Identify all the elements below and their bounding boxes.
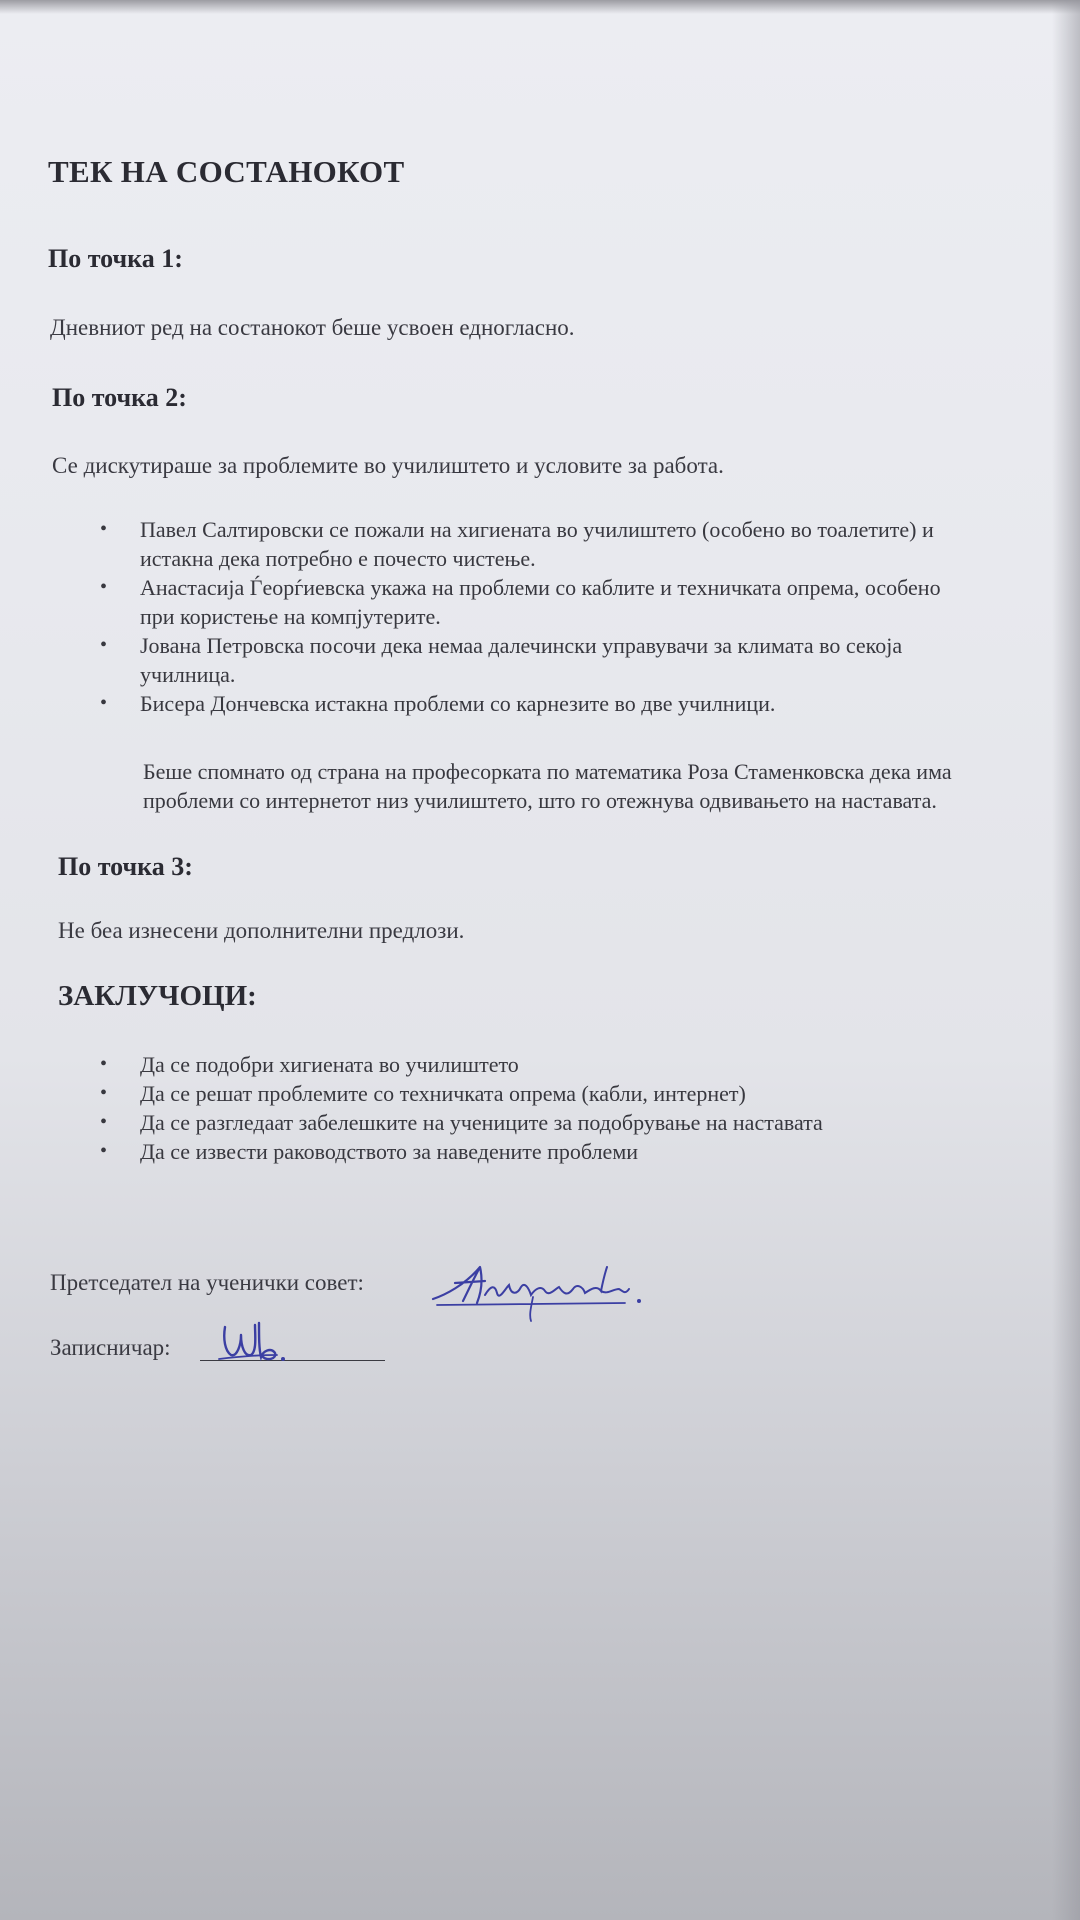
bullet-icon: • <box>100 1111 108 1133</box>
list-item <box>100 1079 1075 1108</box>
bullet-text-line1: Јована Петровска посочи дека немаа далечински управувачи за климата во секоја <box>140 633 903 658</box>
list-item <box>100 515 1075 573</box>
section3-text: Не беа изнесени дополнителни предлози. <box>58 918 465 943</box>
section2-note <box>143 757 1073 815</box>
section2-heading: По точка 2: <box>52 383 187 412</box>
bullet-text-line2: при користење на компјутерите. <box>140 604 441 629</box>
list-item <box>100 1108 1075 1137</box>
conclusion-text: Да се извести раководството за наведените проблеми <box>140 1139 639 1164</box>
bullet-icon: • <box>100 692 108 714</box>
conclusions-list <box>100 1050 1075 1166</box>
list-item <box>100 689 1075 718</box>
list-item <box>100 573 1075 631</box>
bullet-text-line2: училница. <box>140 662 236 687</box>
note-line2: проблеми со интернетот низ училиштето, што го отежнува одвивањето на наставата. <box>143 788 937 813</box>
bullet-icon: • <box>100 1140 108 1162</box>
bullet-text-line2: истакна дека потребно е почесто чистење. <box>140 546 536 571</box>
bullet-text-line1: Павел Салтировски се пожали на хигиената во училиштето (особено во тоалетите) и <box>140 517 934 542</box>
section2-bullet-list <box>100 515 1075 718</box>
conclusion-text: Да се разгледаат забелешките на учениците за подобрување на наставата <box>140 1110 823 1135</box>
conclusions-heading: ЗАКЛУЧОЦИ: <box>58 980 257 1012</box>
bullet-text-line1: Анастасија Ѓеорѓиевска укажа на проблеми со каблите и техничката опрема, особено <box>140 575 941 600</box>
bullet-text-line1: Бисера Дончевска истакна проблеми со карнезите во две училници. <box>140 691 776 716</box>
list-item <box>100 631 1075 689</box>
president-signature-label: Претседател на ученички совет: <box>50 1270 364 1295</box>
bullet-icon: • <box>100 1053 108 1075</box>
recorder-signature <box>215 1315 290 1370</box>
bullet-icon: • <box>100 576 108 598</box>
list-item <box>100 1137 1075 1166</box>
note-line1: Беше спомнато од страна на професорката по математика Роза Стаменковска дека има <box>143 759 952 784</box>
bullet-icon: • <box>100 518 108 540</box>
recorder-signature-label: Записничар: <box>50 1335 171 1360</box>
list-item <box>100 1050 1075 1079</box>
president-signature <box>425 1245 650 1325</box>
section2-text: Се дискутираше за проблемите во училиштето и условите за работа. <box>52 453 724 478</box>
section3-heading: По точка 3: <box>58 852 193 881</box>
bullet-icon: • <box>100 634 108 656</box>
section1-text: Дневниот ред на состанокот беше усвоен едногласно. <box>50 315 575 340</box>
bullet-icon: • <box>100 1082 108 1104</box>
conclusion-text: Да се подобри хигиената во училиштето <box>140 1052 519 1077</box>
document-title: ТЕК НА СОСТАНОКОТ <box>48 154 405 189</box>
section1-heading: По точка 1: <box>48 244 183 273</box>
conclusion-text: Да се решат проблемите со техничката опрема (кабли, интернет) <box>140 1081 746 1106</box>
